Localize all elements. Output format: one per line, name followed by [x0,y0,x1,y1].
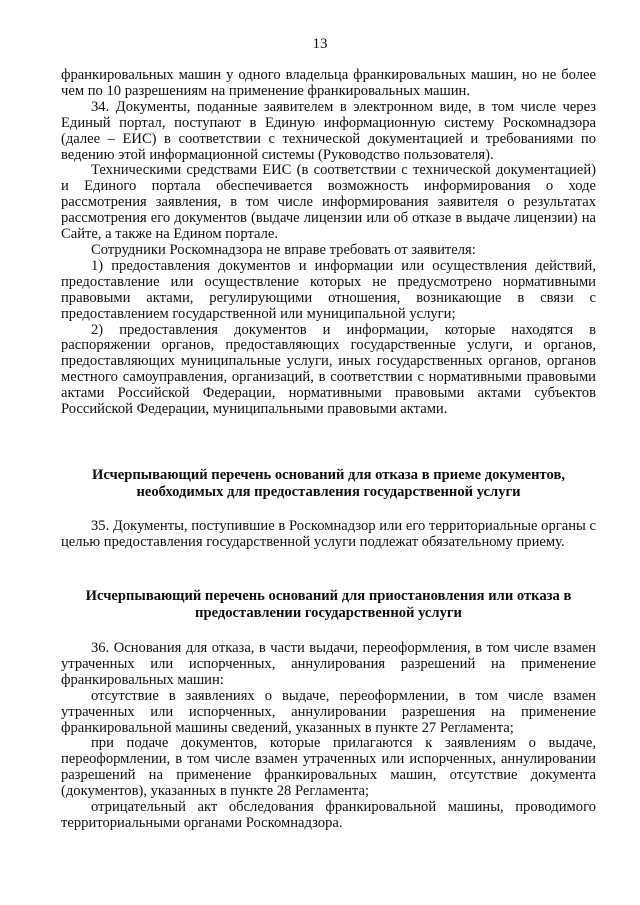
paragraph-submission: при подаче документов, которые прилагаются к заявлениям о выдаче, переоформлении, в том числе взамен утраченных или испорченных, аннулировании разрешений на применение франкировальных машин, отсутствие документа (документов), указанных в пункте 28 Регламента; [61,735,596,800]
paragraph-eis: Техническими средствами ЕИС (в соответствии с технической документацией) и Единого портала обеспечивается возможность информирования о ходе рассмотрения заявления, в том числе информирования заявителя о результатах рассмотрения его документов (выдаче лицензии или об отказе в выдаче лицензии) на Сайте, а также на Едином портале. [61,162,596,243]
paragraph-negative-act: отрицательный акт обследования франкировальной машины, проводимого территориальными органами Роскомнадзора. [61,799,596,831]
paragraph-36: 36. Основания для отказа, в части выдачи, переоформления, в том числе взамен утраченных или испорченных, аннулирования разрешений на применение франкировальных машин: [61,640,596,688]
paragraph-35: 35. Документы, поступившие в Роскомнадзор или его территориальные органы с целью предоставления государственной услуги подлежат обязательному приему. [61,518,596,550]
block-35 [61,519,596,551]
list-item-2: 2) предоставления документов и информации, которые находятся в распоряжении органов, предоставляющих государственные услуги, и органов, предоставляющих муниципальные услуги, иных государственных органов, органов местного самоуправления, организаций, в соответствии с нормативными правовыми актами Российской Федерации, нормативными правовыми актами субъектов Российской Федерации, муниципальными правовыми актами. [61,321,596,418]
paragraph-employees: Сотрудники Роскомнадзора не вправе требовать от заявителя: [91,241,476,258]
section-heading-line: Исчерпывающий перечень оснований для отказа в приеме документов, [92,467,565,483]
paragraph-34: 34. Документы, поданные заявителем в электронном виде, в том числе через Единый портал, поступают в Единую информационную систему Роскомнадзора (далее – ЕИС) в соответствии с технической документацией и требованиями по ведению этой информационной системы (Руководство пользователя). [61,98,596,163]
page-number: 13 [312,36,328,52]
section-heading-line: Исчерпывающий перечень оснований для приостановления или отказа в [85,588,572,604]
paragraph-continuation: франкировальных машин у одного владельца франкировальных машин, но не более чем по 10 разрешениям на применение франкировальных машин. [61,67,596,99]
block-top [61,68,596,418]
section-heading-refusal-reception [61,467,596,501]
list-item-1: 1) предоставления документов и информации или осуществления действий, предоставление или осуществление которых не предусмотрено нормативными правовыми актами, регулирующими отношения, возникающие в связи с предоставлением государственной или муниципальной услуги; [61,257,596,322]
section-heading-suspension [61,588,596,622]
section-heading-line: предоставлении государственной услуги [195,605,462,621]
section-heading-line: необходимых для предоставления государственной услуги [136,484,521,500]
block-36 [61,641,596,832]
paragraph-absence: отсутствие в заявлениях о выдаче, переоформлении, в том числе взамен утраченных или испорченных, аннулировании разрешения на применение франкировальной машины сведений, указанных в пункте 27 Регламента; [61,687,596,736]
